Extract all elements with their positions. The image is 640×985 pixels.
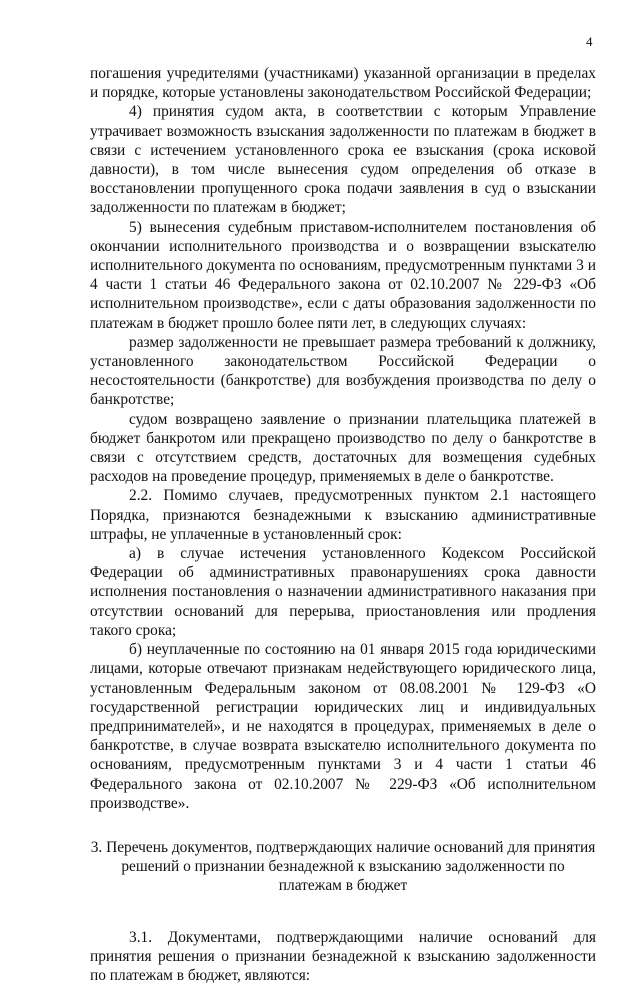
- page-number: 4: [586, 34, 593, 49]
- paragraph-case-returned-claim: судом возвращено заявление о признании плательщика платежей в бюджет банкротом или прекращено производство по делу о банкротстве в связи с отсутствием средств, достаточных для возмещения судебных расходов на проведение процедур, применяемых в деле о банкротстве.: [90, 410, 596, 486]
- paragraph-continuation: погашения учредителями (участниками) указанной организации в пределах и порядке, которые установлены законодательством Российской Федерации;: [90, 65, 596, 102]
- document-body: [90, 64, 596, 985]
- paragraph-3-1: 3.1. Документами, подтверждающими наличие оснований для принятия решения о признании безнадежной к взысканию задолженности по платежам в бюджет, являются:: [90, 928, 596, 984]
- paragraph-item-5: 5) вынесения судебным приставом-исполнителем постановления об окончании исполнительного производства и о возвращении взыскателю исполнительного документа по основаниям, предусмотренным пунктами 3 и 4 части 1 статьи 46 Федерального закона от 02.10.2007 № 229-ФЗ «Об исполнительном производстве», если с даты образования задолженности по платежам в бюджет прошло более пяти лет, в следующих случаях:: [90, 218, 596, 332]
- paragraph-2-2-a: а) в случае истечения установленного Кодексом Российской Федерации об административных правонарушениях срока давности исполнения постановления о назначении административного наказания при отсутствии оснований для перерыва, приостановления или продления такого срока;: [90, 545, 596, 639]
- paragraph-2-2: 2.2. Помимо случаев, предусмотренных пунктом 2.1 настоящего Порядка, признаются безнадежными к взысканию административные штрафы, не уплаченные в установленный срок:: [90, 487, 596, 543]
- paragraph-2-2-b: б) неуплаченные по состоянию на 01 января 2015 года юридическими лицами, которые отвечают признакам недействующего юридического лица, установленным Федеральным законом от 08.08.2001 № 129-ФЗ «О государственной регистрации юридических лиц и индивидуальных предпринимателей», и не находятся в процедурах, применяемых в деле о банкротстве, в случае возврата взыскателю исполнительного документа по основаниям, предусмотренным пунктами 3 и 4 части 1 статьи 46 Федерального закона от 02.10.2007 № 229-ФЗ «Об исполнительном производстве».: [90, 641, 596, 812]
- section-title: 3. Перечень документов, подтверждающих наличие оснований для принятия решений о признании безнадежной к взысканию задолженности по платежам в бюджет: [90, 838, 596, 895]
- paragraph-item-4: 4) принятия судом акта, в соответствии с которым Управление утрачивает возможность взыскания задолженности по платежам в бюджет в связи с истечением установленного срока ее взыскания (срока исковой давности), в том числе вынесения судом определения об отказе в восстановлении пропущенного срока подачи заявления в суд о взыскании задолженности по платежам в бюджет;: [90, 103, 596, 217]
- paragraph-case-debt-size: размер задолженности не превышает размера требований к должнику, установленного законодательством Российской Федерации о несостоятельности (банкротстве) для возбуждения производства по делу о банкротстве;: [90, 333, 596, 409]
